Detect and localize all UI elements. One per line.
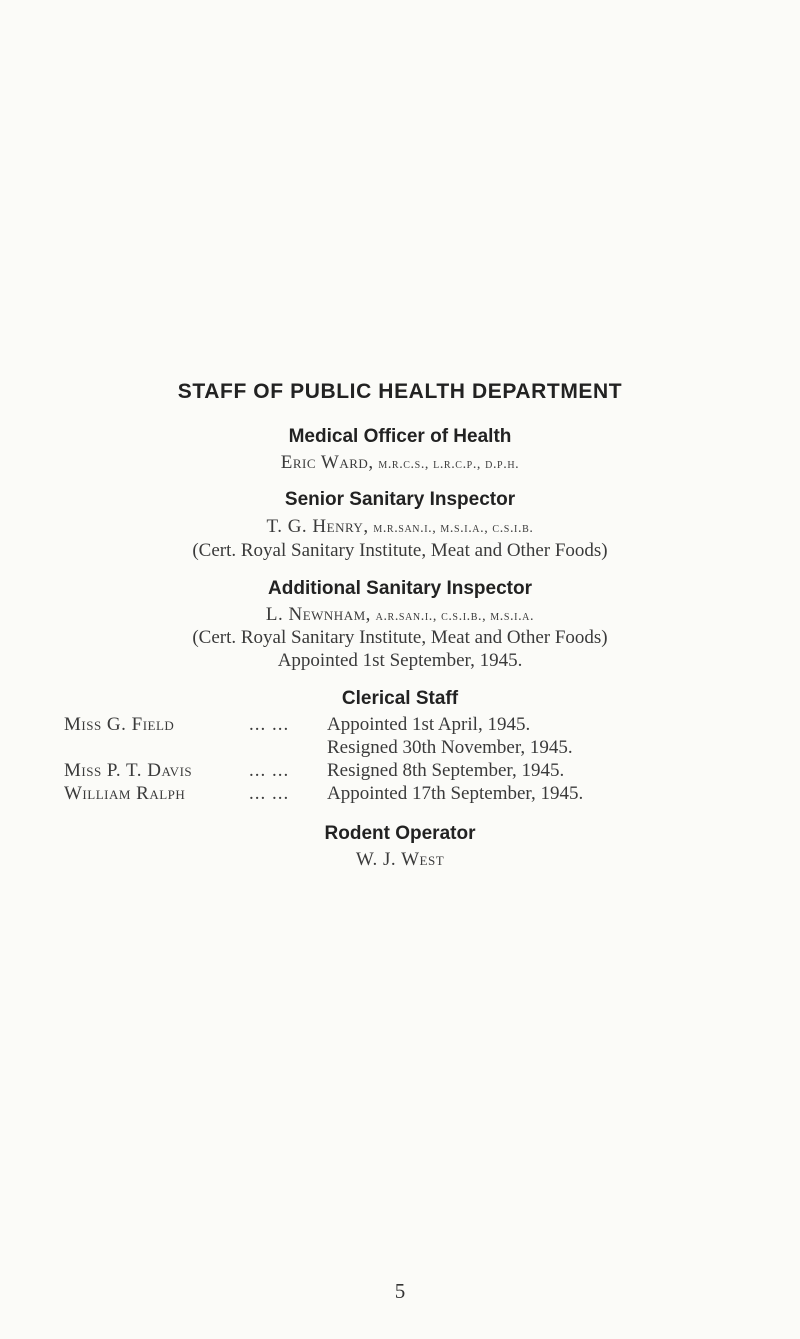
additional-inspector-line xyxy=(0,604,800,626)
additional-inspector-qualifications: a.r.san.i., c.s.i.b., m.s.i.a. xyxy=(375,609,535,624)
page-number: 5 xyxy=(394,1279,406,1303)
clerical-entry-note: Resigned 30th November, 1945. xyxy=(327,737,573,758)
clerical-entry-leader: ... ... xyxy=(249,714,290,735)
medical-officer-line xyxy=(0,452,800,474)
senior-inspector-heading: Senior Sanitary Inspector xyxy=(284,489,516,510)
clerical-entry-note: Appointed 17th September, 1945. xyxy=(327,783,584,804)
senior-inspector-qualifications: m.r.san.i., m.s.i.a., c.s.i.b. xyxy=(373,521,534,536)
senior-inspector-line xyxy=(0,516,800,538)
additional-inspector-appointed: Appointed 1st September, 1945. xyxy=(277,650,523,671)
additional-inspector-certificate: (Cert. Royal Sanitary Institute, Meat and Other Foods) xyxy=(192,627,608,648)
clerical-entry-name: Miss P. T. Davis xyxy=(64,760,193,781)
clerical-entry-note: Appointed 1st April, 1945. xyxy=(327,714,531,735)
senior-inspector-certificate: (Cert. Royal Sanitary Institute, Meat and Other Foods) xyxy=(192,540,608,561)
additional-inspector-name: L. Newnham, xyxy=(265,604,371,625)
clerical-staff-heading: Clerical Staff xyxy=(341,688,459,709)
clerical-entry-name: William Ralph xyxy=(64,783,186,804)
medical-officer-name: Eric Ward, xyxy=(280,452,374,473)
medical-officer-qualifications: m.r.c.s., l.r.c.p., d.p.h. xyxy=(378,457,520,472)
clerical-entry-leader: ... ... xyxy=(249,760,290,781)
additional-inspector-heading: Additional Sanitary Inspector xyxy=(268,578,532,599)
rodent-operator-heading: Rodent Operator xyxy=(324,823,476,844)
page-title: STAFF OF PUBLIC HEALTH DEPARTMENT xyxy=(177,380,623,403)
clerical-entry-name: Miss G. Field xyxy=(64,714,175,735)
clerical-entry-note: Resigned 8th September, 1945. xyxy=(327,760,565,781)
senior-inspector-name: T. G. Henry, xyxy=(266,516,369,537)
medical-officer-heading: Medical Officer of Health xyxy=(288,426,512,447)
rodent-operator-name: W. J. West xyxy=(355,849,445,870)
clerical-entry-leader: ... ... xyxy=(249,783,290,804)
